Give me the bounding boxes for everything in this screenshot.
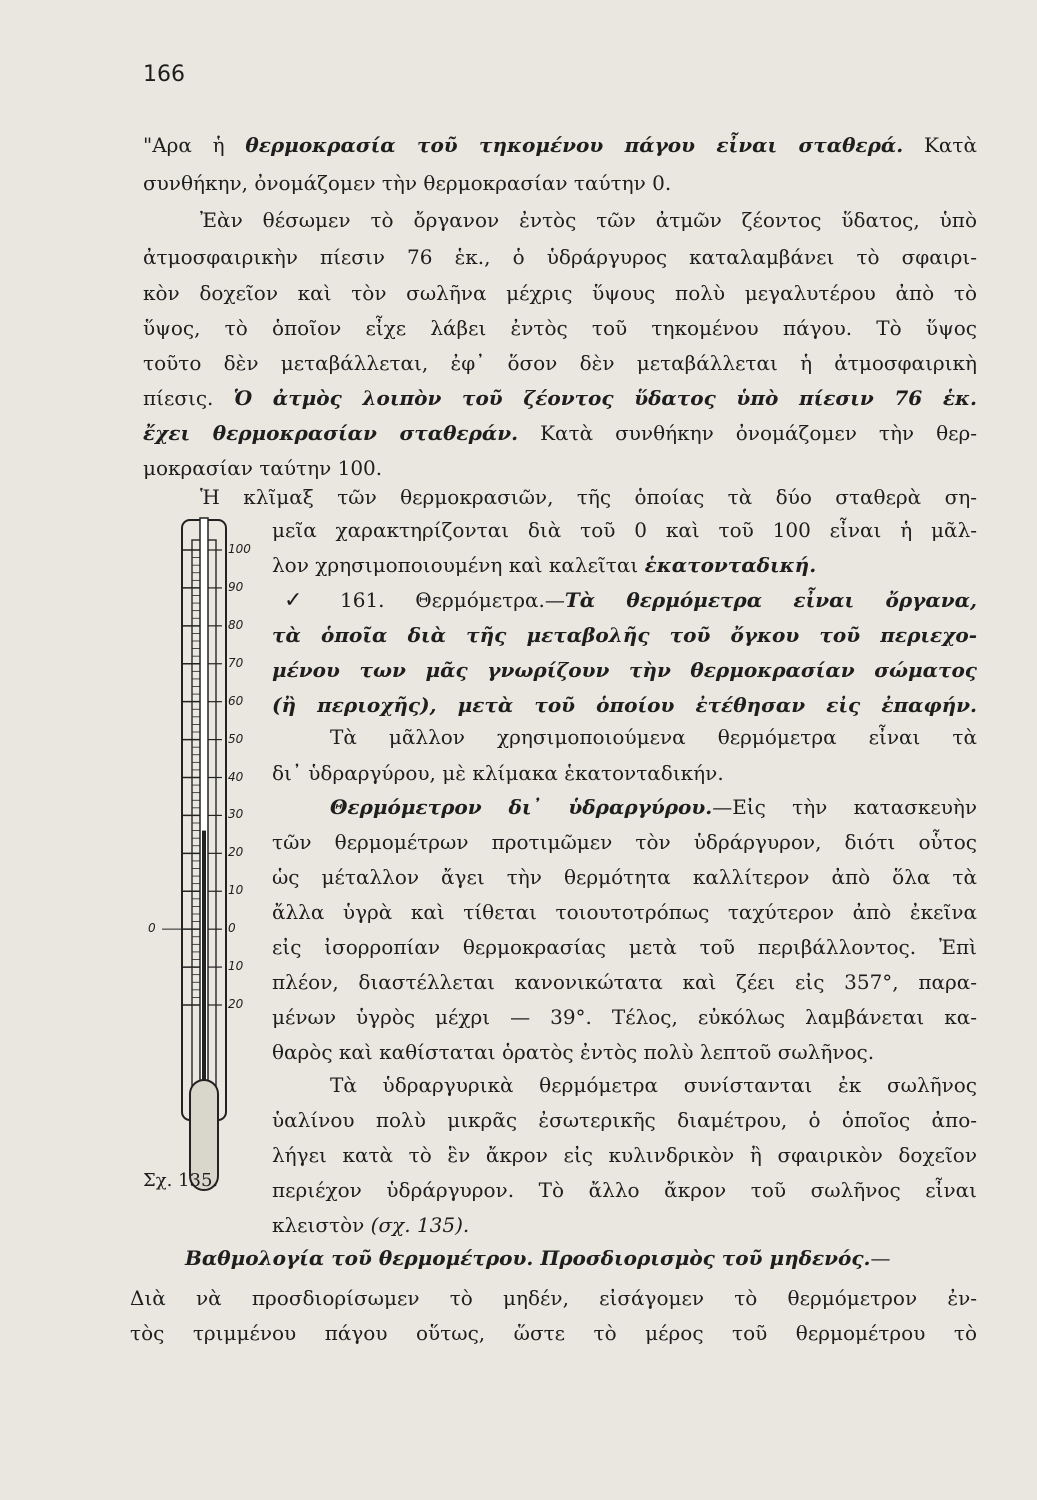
- text-line: [143, 383, 977, 413]
- text-line: [272, 690, 977, 720]
- text-span: ἀτμοσφαιρικὴν πίεσιν 76 ἑκ., ὁ ὑδράργυρος καταλαμβάνει τὸ σφαιρι-: [143, 245, 977, 269]
- text-span: κὸν δοχεῖον καὶ τὸν σωλῆνα μέχρις ὕψους πολὺ μεγαλυτέρου ἀπὸ τὸ: [143, 281, 977, 305]
- text-line: [143, 418, 977, 448]
- text-line: [143, 168, 977, 198]
- text-line: [130, 1318, 977, 1348]
- scale-label: 40: [228, 769, 244, 784]
- emphasized-text: ἔχει θερμοκρασίαν σταθεράν.: [143, 421, 519, 445]
- scale-label: 50: [228, 731, 244, 746]
- text-span: τῶν θερμομέτρων προτιμῶμεν τὸν ὑδράργυρον, διότι οὗτος: [272, 830, 977, 854]
- text-span: τὸς τριμμένου πάγου οὕτως, ὥστε τὸ μέρος τοῦ θερμομέτρου τὸ: [130, 1321, 977, 1345]
- text-span: "Αρα ἡ: [143, 133, 246, 157]
- text-line: [143, 313, 977, 343]
- handwritten-mark-icon: ✓: [284, 588, 303, 613]
- text-span: τοῦτο δὲν μεταβάλλεται, ἐφ᾽ ὅσον δὲν μεταβάλλεται ἡ ἀτμοσφαιρικὴ: [143, 351, 977, 375]
- scale-label: 30: [228, 807, 244, 822]
- text-line: [272, 758, 977, 788]
- text-span: Ἡ κλῖμαξ τῶν θερμοκρασιῶν, τῆς ὁποίας τὰ δύο σταθερὰ ση-: [200, 485, 977, 509]
- emphasized-text: μένου των μᾶς γνωρίζουν τὴν θερμοκρασίαν σώματος: [272, 658, 977, 682]
- text-span: μοκρασίαν ταύτην 100.: [143, 456, 383, 480]
- text-span: Ἐὰν θέσωμεν τὸ ὄργανον ἐντὸς τῶν ἀτμῶν ζέοντος ὕδατος, ὑπὸ: [200, 208, 977, 232]
- scale-label: 100: [228, 542, 251, 556]
- text-line: [272, 1140, 977, 1170]
- text-span: ὑαλίνου πολὺ μικρᾶς ἐσωτερικῆς διαμέτρου, ὁ ὁποῖος ἀπο-: [272, 1108, 977, 1132]
- text-span: λήγει κατὰ τὸ ἓν ἄκρον εἰς κυλινδρικὸν ἢ σφαιρικὸν δοχεῖον: [272, 1143, 977, 1167]
- text-span: εἰς ἰσορροπίαν θερμοκρασίας μετὰ τοῦ περιβάλλοντος. Ἐπὶ: [272, 935, 977, 959]
- text-line: [272, 550, 977, 580]
- text-line: [272, 967, 977, 997]
- scale-label: 20: [228, 845, 244, 860]
- scale-label: 60: [228, 693, 244, 708]
- emphasized-text: τὰ ὁποῖα διὰ τῆς μεταβολῆς τοῦ ὄγκου τοῦ περιεχο-: [272, 623, 977, 647]
- text-span: κλειστὸν: [272, 1213, 371, 1237]
- text-line: [185, 1243, 977, 1273]
- scale-label: 10: [228, 883, 244, 898]
- text-line: [272, 620, 977, 650]
- emphasized-text: Θερμόμετρον δι᾽ ὑδραργύρου.: [330, 795, 713, 819]
- text-line: [330, 792, 977, 822]
- text-line: [272, 932, 977, 962]
- text-line: [272, 897, 977, 927]
- text-line: [143, 348, 977, 378]
- text-line: [272, 1002, 977, 1032]
- scale-label: 80: [228, 617, 244, 632]
- text-line: [340, 585, 977, 615]
- scale-label: 20: [228, 997, 244, 1011]
- text-line: [143, 453, 977, 483]
- text-span: δι᾽ ὑδραργύρου, μὲ κλίμακα ἑκατονταδικήν.: [272, 761, 724, 785]
- text-span: μένων ὑγρὸς μέχρι — 39°. Τέλος, εὐκόλως λαμβάνεται κα-: [272, 1005, 977, 1029]
- text-line: [272, 1175, 977, 1205]
- text-span: ὕψος, τὸ ὁποῖον εἶχε λάβει ἐντὸς τοῦ τηκομένου πάγου. Τὸ ὕψος: [143, 316, 977, 340]
- scale-label: 10: [228, 959, 244, 974]
- scale-label: 70: [228, 655, 244, 670]
- scale-label: 90: [228, 579, 244, 594]
- text-line: [330, 722, 977, 752]
- emphasized-text: Τὰ θερμόμετρα εἶναι ὄργανα,: [564, 588, 977, 612]
- text-span: ὡς μέταλλον ἄγει τὴν θερμότητα καλλίτερον ἀπὸ ὅλα τὰ: [272, 865, 977, 889]
- scale-label: 0: [228, 921, 236, 936]
- text-line: [272, 1210, 977, 1240]
- text-line: [130, 1283, 977, 1313]
- text-line: [272, 1037, 977, 1067]
- text-line: [200, 482, 977, 512]
- text-span: θαρὸς καὶ καθίσταται ὁρατὸς ἐντὸς πολὺ λεπτοῦ σωλῆνος.: [272, 1040, 875, 1064]
- text-span: Διὰ νὰ προσδιορίσωμεν τὸ μηδέν, εἰσάγομεν τὸ θερμόμετρον ἐν-: [130, 1286, 977, 1310]
- text-span: λον χρησιμοποιουμένη καὶ καλεῖται: [272, 553, 645, 577]
- text-span: —: [870, 1246, 891, 1270]
- text-line: [272, 515, 977, 545]
- emphasized-text: (ἢ περιοχῆς), μετὰ τοῦ ὁποίου ἐτέθησαν εἰς ἐπαφήν.: [272, 693, 977, 717]
- text-span: Τὰ ὑδραργυρικὰ θερμόμετρα συνίστανται ἐκ σωλῆνος: [330, 1073, 977, 1097]
- text-span: (σχ. 135).: [370, 1213, 470, 1237]
- text-span: —Εἰς τὴν κατασκευὴν: [712, 795, 978, 819]
- text-span: συνθήκην, ὀνομάζομεν τὴν θερμοκρασίαν ταύτην 0.: [143, 171, 672, 195]
- text-span: Τὰ μᾶλλον χρησιμοποιούμενα θερμόμετρα εἶναι τὰ: [330, 725, 977, 749]
- text-span: ἄλλα ὑγρὰ καὶ τίθεται τοιουτοτρόπως ταχύτερον ἀπὸ ἐκεῖνα: [272, 900, 977, 924]
- text-span: πλέον, διαστέλλεται κανονικώτατα καὶ ζέει εἰς 357°, παρα-: [272, 970, 977, 994]
- text-line: [272, 1105, 977, 1135]
- emphasized-text: Ὁ ἀτμὸς λοιπὸν τοῦ ζέοντος ὕδατος ὑπὸ πίεσιν 76 ἑκ.: [233, 386, 977, 410]
- text-span: πίεσις.: [143, 386, 234, 410]
- emphasized-text: θερμοκρασία τοῦ τηκομένου πάγου εἶναι σταθερά.: [245, 133, 904, 157]
- text-line: [143, 130, 977, 160]
- figure-caption: Σχ. 135.: [143, 1170, 219, 1191]
- text-line: [330, 1070, 977, 1100]
- text-line: [272, 827, 977, 857]
- text-span: περιέχον ὑδράργυρον. Τὸ ἄλλο ἄκρον τοῦ σωλῆνος εἶναι: [272, 1178, 977, 1202]
- text-span: 161. Θερμόμετρα.—: [340, 588, 565, 612]
- text-span: μεῖα χαρακτηρίζονται διὰ τοῦ 0 καὶ τοῦ 100 εἶναι ἡ μᾶλ-: [272, 518, 977, 542]
- text-line: [143, 242, 977, 272]
- thermometer-figure: [160, 510, 260, 1200]
- emphasized-text: ἑκατονταδική.: [644, 553, 817, 577]
- text-span: Κατὰ: [903, 133, 978, 157]
- text-line: [272, 655, 977, 685]
- text-line: [272, 862, 977, 892]
- page-number: 166: [143, 62, 185, 87]
- zero-mark-label: 0: [148, 921, 156, 936]
- text-line: [200, 205, 977, 235]
- text-span: Κατὰ συνθήκην ὀνομάζομεν τὴν θερ-: [518, 421, 977, 445]
- text-line: [143, 278, 977, 308]
- emphasized-text: Βαθμολογία τοῦ θερμομέτρου. Προσδιορισμὸς τοῦ μηδενός.: [185, 1246, 871, 1270]
